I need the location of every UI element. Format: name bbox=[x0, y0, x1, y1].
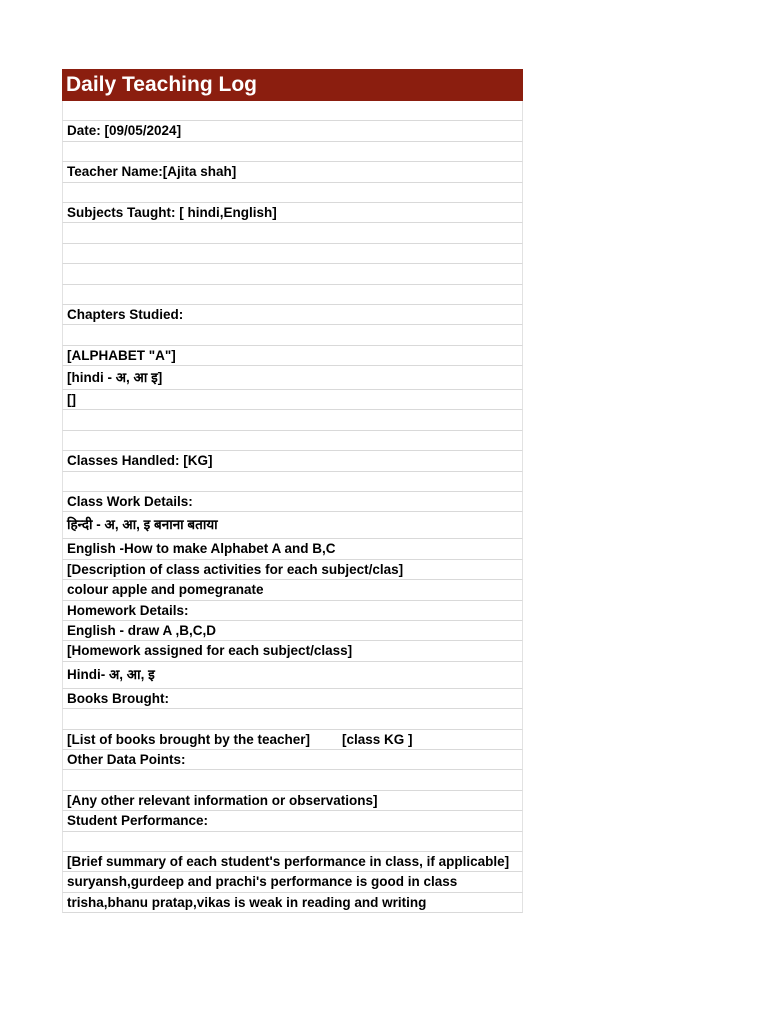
blank-row[interactable] bbox=[62, 244, 523, 264]
blank-row[interactable] bbox=[62, 325, 523, 345]
blank-row[interactable] bbox=[62, 101, 523, 121]
performance-weak-row[interactable]: trisha,bhanu pratap,vikas is weak in reading and writing bbox=[62, 893, 523, 913]
student-performance-row[interactable]: Student Performance: bbox=[62, 811, 523, 831]
homework-description-row[interactable]: [Homework assigned for each subject/class] bbox=[62, 641, 523, 661]
class-work-english-row[interactable]: English -How to make Alphabet A and B,C bbox=[62, 539, 523, 559]
blank-row[interactable] bbox=[62, 832, 523, 852]
class-work-details-row[interactable]: Class Work Details: bbox=[62, 492, 523, 512]
subjects-taught-row[interactable]: Subjects Taught: [ hindi,English] bbox=[62, 203, 523, 223]
chapter-english-row[interactable]: [ALPHABET "A"] bbox=[62, 346, 523, 366]
sheet-title: Daily Teaching Log bbox=[62, 69, 523, 101]
other-data-points-row[interactable]: Other Data Points: bbox=[62, 750, 523, 770]
teacher-name-row[interactable]: Teacher Name:[Ajita shah] bbox=[62, 162, 523, 182]
teaching-log-sheet bbox=[62, 69, 523, 913]
blank-row[interactable] bbox=[62, 709, 523, 729]
homework-english-row[interactable]: English - draw A ,B,C,D bbox=[62, 621, 523, 641]
class-work-hindi-row[interactable]: हिन्दी - अ, आ, इ बनाना बताया bbox=[62, 512, 523, 539]
chapter-hindi-row[interactable]: [hindi - अ, आ इ] bbox=[62, 366, 523, 390]
blank-row[interactable] bbox=[62, 431, 523, 451]
books-list-text: [List of books brought by the teacher] bbox=[67, 731, 311, 747]
blank-row[interactable] bbox=[62, 410, 523, 430]
blank-row[interactable] bbox=[62, 223, 523, 243]
blank-row[interactable] bbox=[62, 472, 523, 492]
blank-row[interactable] bbox=[62, 285, 523, 305]
books-class-text: [class KG ] bbox=[342, 731, 413, 747]
blank-row[interactable] bbox=[62, 142, 523, 162]
blank-row[interactable] bbox=[62, 264, 523, 284]
performance-good-row[interactable]: suryansh,gurdeep and prachi's performance is good in class bbox=[62, 872, 523, 892]
homework-hindi-row[interactable]: Hindi- अ, आ, इ bbox=[62, 662, 523, 689]
class-work-colour-row[interactable]: colour apple and pomegranate bbox=[62, 580, 523, 600]
other-info-row[interactable]: [Any other relevant information or observations] bbox=[62, 791, 523, 811]
date-row[interactable]: Date: [09/05/2024] bbox=[62, 121, 523, 141]
performance-summary-row[interactable]: [Brief summary of each student's performance in class, if applicable] bbox=[62, 852, 523, 872]
blank-row[interactable] bbox=[62, 770, 523, 790]
class-work-description-row[interactable]: [Description of class activities for each subject/clas] bbox=[62, 560, 523, 580]
chapters-studied-row[interactable]: Chapters Studied: bbox=[62, 305, 523, 325]
books-list-row[interactable] bbox=[62, 730, 523, 750]
homework-details-row[interactable]: Homework Details: bbox=[62, 601, 523, 621]
blank-row[interactable] bbox=[62, 183, 523, 203]
chapter-empty-row[interactable]: [] bbox=[62, 390, 523, 410]
classes-handled-row[interactable]: Classes Handled: [KG] bbox=[62, 451, 523, 471]
books-brought-row[interactable]: Books Brought: bbox=[62, 689, 523, 709]
